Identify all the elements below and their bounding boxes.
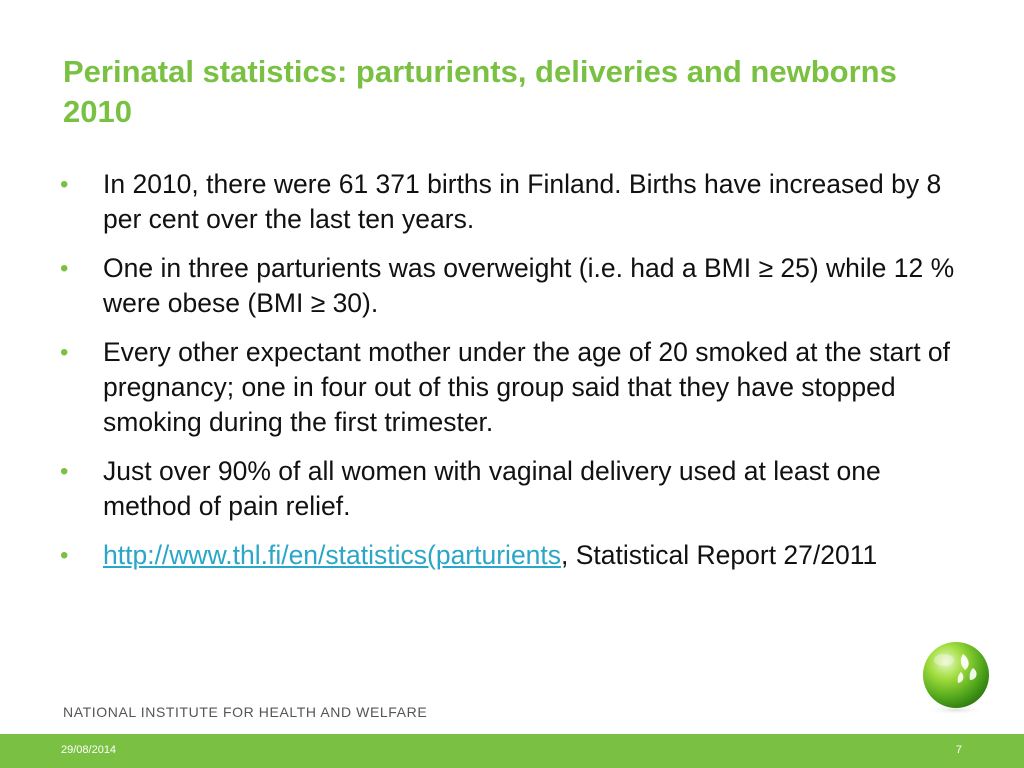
footer-date: 29/08/2014: [61, 744, 117, 756]
page-number: 7: [955, 744, 962, 756]
bullet-text: In 2010, there were 61 371 births in Finland. Births have increased by 8 per cent over the last ten years.: [103, 169, 942, 234]
bullet-item: [60, 454, 970, 524]
bullet-item: [60, 251, 970, 321]
footer-bar: [0, 734, 1024, 768]
bullet-marker: •: [60, 542, 69, 569]
bullet-text: , Statistical Report 27/2011: [561, 540, 878, 570]
bullet-marker: •: [60, 255, 69, 282]
organization-name: NATIONAL INSTITUTE FOR HEALTH AND WELFARE: [63, 704, 428, 720]
slide-title: Perinatal statistics: parturients, deliveries and newborns 2010: [63, 54, 897, 129]
bullet-item: [60, 167, 970, 237]
green-globe-icon: [917, 638, 995, 716]
bullet-marker: •: [60, 171, 69, 198]
bullet-item: [60, 335, 970, 440]
bullet-text: One in three parturients was overweight (i.e. had a BMI ≥ 25) while 12 % were obese (BMI ≥ 30).: [103, 253, 955, 318]
statistics-link[interactable]: http://www.thl.fi/en/statistics(parturients: [103, 540, 562, 570]
bullet-text: Just over 90% of all women with vaginal delivery used at least one method of pain relief.: [103, 456, 881, 521]
bullet-list: [60, 167, 970, 587]
bullet-item-link: [60, 538, 970, 573]
bullet-text: Every other expectant mother under the age of 20 smoked at the start of pregnancy; one in four out of this group said that they have stopped smoking during the first trimester.: [103, 337, 951, 437]
bullet-marker: •: [60, 458, 69, 485]
bullet-marker: •: [60, 339, 69, 366]
